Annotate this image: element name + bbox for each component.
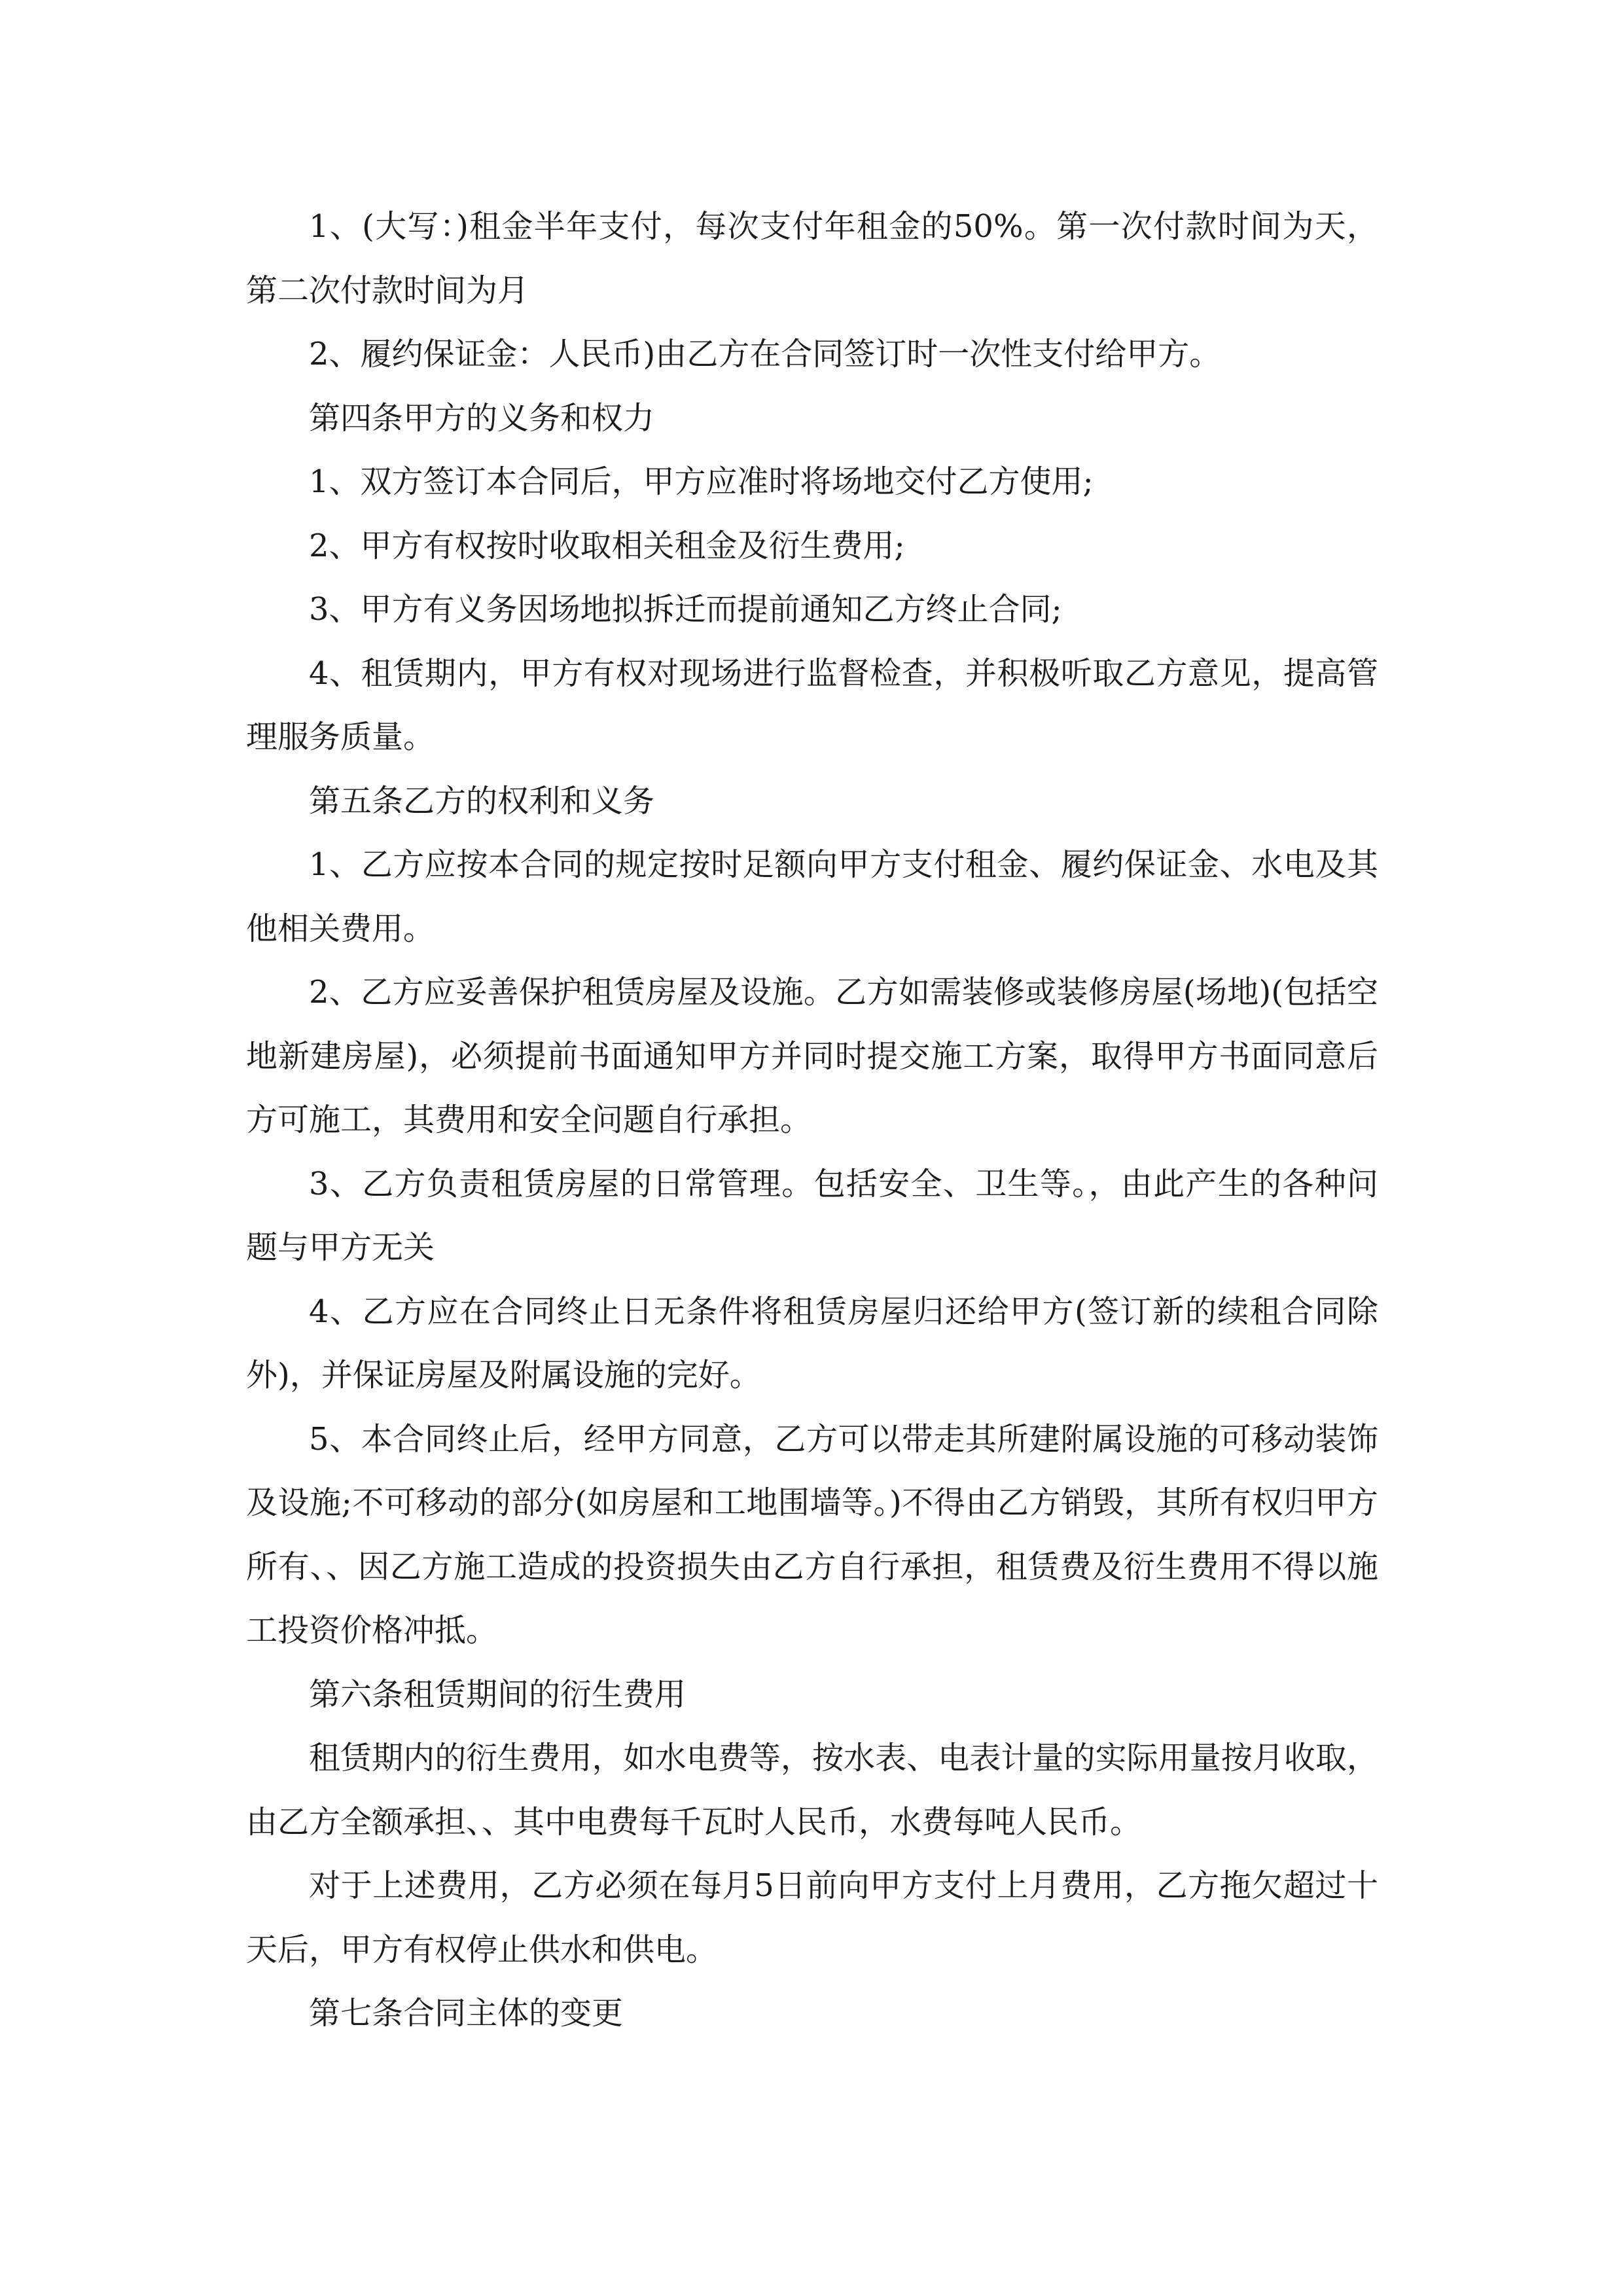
paragraph-article-5-item-1: 1、乙方应按本合同的规定按时足额向甲方支付租金、履约保证金、水电及其他相关费用。	[246, 846, 1378, 947]
paragraph-article-6-fees: 租赁期内的衍生费用，如水电费等，按水表、电表计量的实际用量按月收取，由乙方全额承担、、其中电费每千瓦时人民币，水费每吨人民币。	[246, 1740, 1378, 1840]
paragraph-rent-payment: 1、(大写：)租金半年支付，每次支付年租金的50%。第一次付款时间为天，第二次付款时间为月	[246, 208, 1378, 309]
paragraph-article-5-item-5: 5、本合同终止后，经甲方同意，乙方可以带走其所建附属设施的可移动装饰及设施;不可移动的部分(如房屋和工地围墙等。)不得由乙方销毁，其所有权归甲方所有、、因乙方施工造成的投资损失由乙方自行承担，租赁费及衍生费用不得以施工投资价格冲抵。	[246, 1420, 1378, 1649]
document-body	[246, 195, 1378, 2046]
paragraph-article-4-item-4: 4、租赁期内，甲方有权对现场进行监督检查，并积极听取乙方意见，提高管理服务质量。	[246, 655, 1378, 755]
section-heading-article-7: 第七条合同主体的变更	[309, 1995, 624, 2032]
paragraph-article-5-item-2: 2、乙方应妥善保护租赁房屋及设施。乙方如需装修或装修房屋(场地)(包括空地新建房屋)，必须提前书面通知甲方并同时提交施工方案，取得甲方书面同意后方可施工，其费用和安全问题自行承担。	[246, 974, 1378, 1138]
paragraph-article-4-item-1: 1、双方签订本合同后，甲方应准时将场地交付乙方使用;	[309, 463, 1094, 500]
paragraph-article-5-item-3: 3、乙方负责租赁房屋的日常管理。包括安全、卫生等。，由此产生的各种问题与甲方无关	[246, 1165, 1378, 1266]
paragraph-article-6-payment-deadline: 对于上述费用，乙方必须在每月5日前向甲方支付上月费用，乙方拖欠超过十天后，甲方有权停止供水和供电。	[246, 1867, 1378, 1968]
paragraph-article-4-item-2: 2、甲方有权按时收取相关租金及衍生费用;	[309, 527, 905, 564]
section-heading-article-6: 第六条租赁期间的衍生费用	[309, 1676, 687, 1713]
paragraph-deposit: 2、履约保证金：人民币)由乙方在合同签订时一次性支付给甲方。	[309, 336, 1221, 372]
paragraph-article-4-item-3: 3、甲方有义务因场地拟拆迁而提前通知乙方终止合同;	[309, 591, 1062, 628]
section-heading-article-5: 第五条乙方的权利和义务	[309, 782, 655, 819]
paragraph-article-5-item-4: 4、乙方应在合同终止日无条件将租赁房屋归还给甲方(签订新的续租合同除外)，并保证房屋及附属设施的完好。	[246, 1293, 1378, 1393]
section-heading-article-4: 第四条甲方的义务和权力	[309, 399, 655, 437]
